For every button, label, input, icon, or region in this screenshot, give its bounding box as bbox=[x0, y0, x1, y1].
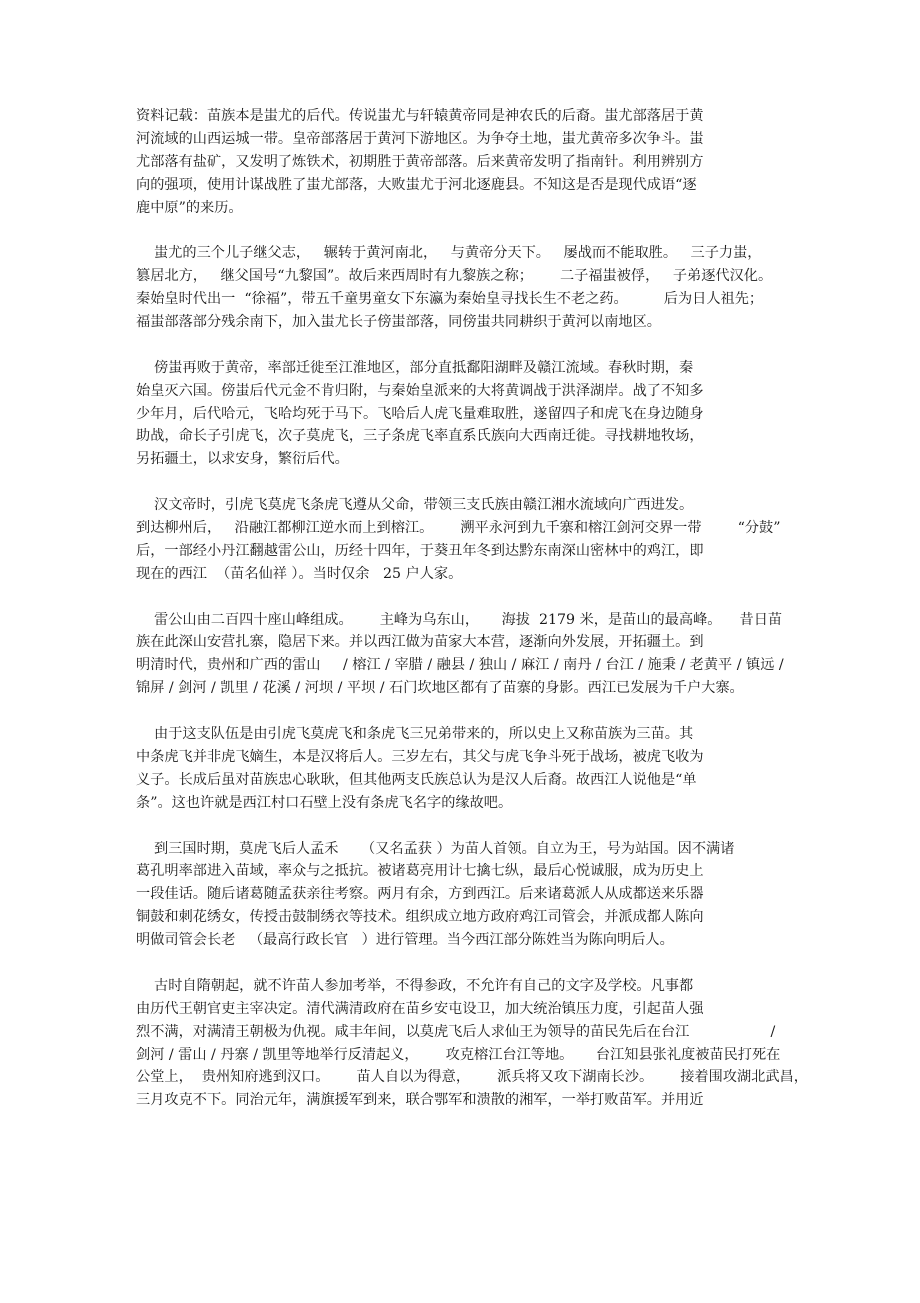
text-line: 始皇灭六国。傍蚩后代元金不肯归附，与秦始皇派来的大将黄调战于洪泽湖岸。战了不知多 bbox=[136, 382, 704, 399]
text-line: 福蚩部落部分残余南下，加入蚩尤长子傍蚩部落，同傍蚩共同耕织于黄河以南地区。 bbox=[136, 314, 661, 331]
text-line: 由历代王朝官吏主宰决定。清代满清政府在苗乡安屯设卫，加大统治镇压力度，引起苗人强 bbox=[136, 1000, 704, 1017]
text-line: 到三国时期，莫虎飞后人孟禾 （又名孟获 ）为苗人首领。自立为王，号为站国。因不满诸 bbox=[136, 840, 735, 857]
paragraph bbox=[136, 609, 786, 701]
text-line: 锦屏 / 剑河 / 凯里 / 花溪 / 河坝 / 平坝 / 石门坎地区都有了苗寨的身影。西江已发展为千户大寨。 bbox=[136, 680, 744, 697]
text-line: 公堂上， 贵州知府逃到汉口。 苗人自以为得意， 派兵将又攻下湖南长沙。 接着围攻湖北武昌， bbox=[136, 1069, 808, 1086]
text-line: 雷公山由二百四十座山峰组成。 主峰为乌东山， 海拔 2179 米，是苗山的最高峰。 昔日苗 bbox=[136, 611, 783, 628]
text-line: 向的强项，使用计谋战胜了蚩尤部落，大败蚩尤于河北逐鹿县。不知这是否是现代成语“逐 bbox=[136, 176, 697, 193]
paragraph bbox=[136, 494, 786, 586]
text-line: 铜鼓和刺花绣女，传授击鼓制绣衣等技术。组织成立地方政府鸡江司管会，并派成都人陈向 bbox=[136, 909, 704, 926]
text-line: 中条虎飞并非虎飞嫡生，本是汉将后人。三岁左右，其父与虎飞争斗死于战场，被虎飞收为 bbox=[136, 748, 704, 765]
text-line: 傍蚩再败于黄帝，率部迁徙至江淮地区，部分直抵鄱阳湖畔及赣江流域。春秋时期，秦 bbox=[136, 359, 694, 376]
text-line: 由于这支队伍是由引虎飞莫虎飞和条虎飞三兄弟带来的，所以史上又称苗族为三苗。其 bbox=[136, 726, 694, 743]
text-line: 明清时代，贵州和广西的雷山 / 榕江 / 宰腊 / 融县 / 独山 / 麻江 / 南丹 / 台江 / 施秉 / 老黄平 / 镇远 / bbox=[136, 657, 784, 674]
text-line: 条”。这也许就是西江村口石壁上没有条虎飞名字的缘故吧。 bbox=[136, 794, 513, 811]
paragraph bbox=[136, 975, 808, 1112]
paragraph bbox=[136, 838, 786, 952]
text-line: 烈不满，对满清王朝极为仇视。咸丰年间，以莫虎飞后人求仙王为领导的苗民先后在台江 / bbox=[136, 1023, 776, 1040]
text-line: 葛孔明率部进入苗域，率众与之抵抗。被诸葛亮用计七擒七纵，最后心悦诚服，成为历史上 bbox=[136, 863, 704, 880]
paragraph bbox=[136, 723, 786, 815]
document-body bbox=[136, 105, 808, 1135]
text-line: 汉文帝时，引虎飞莫虎飞条虎飞遵从父命，带领三支氏族由赣江湘水流域向广西进发。 bbox=[136, 497, 694, 514]
text-line: 助战，命长子引虎飞，次子莫虎飞，三子条虎飞率直系氏族向大西南迁徙。寻找耕地牧场， bbox=[136, 428, 704, 445]
paragraph bbox=[136, 242, 786, 334]
text-line: 另拓疆土，以求安身，繁衍后代。 bbox=[136, 451, 349, 468]
text-line: 蚩尤的三个儿子继父志， 辗转于黄河南北， 与黄帝分天下。 屡战而不能取胜。 三子力蚩， bbox=[136, 245, 762, 262]
text-line: 篡居北方， 继父国号“九黎国”。故后来西周时有九黎族之称； 二子福蚩被俘， 子弟逐代汉化。 bbox=[136, 268, 773, 285]
text-line: 少年月，后代哈元，飞哈均死于马下。飞哈后人虎飞量难取胜，遂留四子和虎飞在身边随身 bbox=[136, 405, 704, 422]
text-line: 到达柳州后， 沿融江都柳江逆水而上到榕江。 溯平永河到九千寨和榕江剑河交界一带 “分鼓” bbox=[136, 520, 781, 537]
text-line: 尤部落有盐矿，又发明了炼铁术，初期胜于黄帝部落。后来黄帝发明了指南针。利用辨别方 bbox=[136, 153, 704, 170]
text-line: 明做司管会长老 （最高行政长官 ）进行管理。当今西江部分陈姓当为陈向明后人。 bbox=[136, 932, 674, 949]
text-line: 剑河 / 雷山 / 丹寨 / 凯里等地举行反清起义， 攻克榕江台江等地。 台江知县张礼度被苗民打死在 bbox=[136, 1046, 781, 1063]
text-line: 现在的西江 （苗名仙祥 ）。当时仅余 25 户人家。 bbox=[136, 565, 463, 582]
text-line: 鹿中原”的来历。 bbox=[136, 199, 243, 216]
text-line: 三月攻克不下。同治元年，满旗援军到来，联合鄂军和溃散的湘军，一举打败苗军。并用近 bbox=[136, 1092, 704, 1109]
paragraph bbox=[136, 105, 786, 219]
paragraph bbox=[136, 357, 786, 471]
text-line: 族在此深山安营扎寨，隐居下来。并以西江做为苗家大本营，逐渐向外发展，开拓疆土。到 bbox=[136, 634, 704, 651]
text-line: 古时自隋朝起，就不许苗人参加考举，不得参政，不允许有自己的文字及学校。凡事都 bbox=[136, 977, 694, 994]
text-line: 河流域的山西运城一带。皇帝部落居于黄河下游地区。为争夺土地，蚩尤黄帝多次争斗。蚩 bbox=[136, 130, 704, 147]
text-line: 秦始皇时代出一 “徐福”，带五千童男童女下东瀛为秦始皇寻找长生不老之药。 后为日人祖先； bbox=[136, 291, 764, 308]
text-line: 后，一部经小丹江翻越雷公山，历经十四年，于葵丑年冬到达黔东南深山密林中的鸡江，即 bbox=[136, 542, 704, 559]
text-line: 资料记载：苗族本是蚩尤的后代。传说蚩尤与轩辕黄帝同是神农氏的后裔。蚩尤部落居于黄 bbox=[136, 108, 704, 124]
text-line: 义子。长成后虽对苗族忠心耿耿，但其他两支氏族总认为是汉人后裔。故西江人说他是“单 bbox=[136, 771, 697, 788]
text-line: 一段佳话。随后诸葛随孟获亲往考察。两月有余，方到西江。后来诸葛派人从成都送来乐器 bbox=[136, 886, 704, 903]
